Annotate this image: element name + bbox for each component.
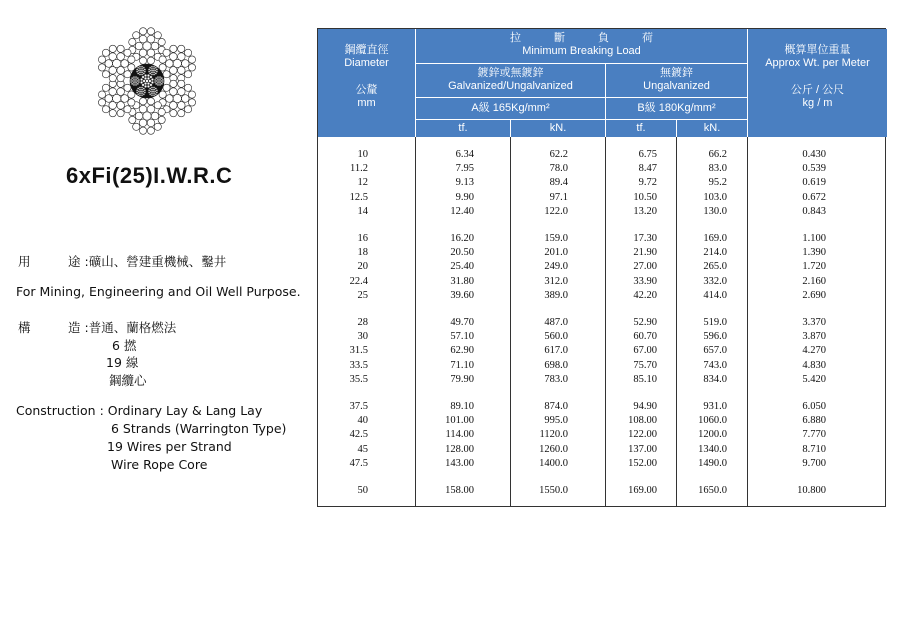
table-cell: 152.00 bbox=[628, 457, 657, 469]
table-cell: 71.10 bbox=[450, 359, 474, 371]
construction-en bbox=[16, 403, 262, 418]
header-a-tf: tf. bbox=[416, 120, 510, 137]
table-cell: 7.770 bbox=[802, 429, 826, 441]
table-cell: 159.0 bbox=[544, 233, 568, 244]
table-row bbox=[318, 233, 885, 246]
header-weight bbox=[748, 29, 887, 137]
construction-en-item: 19 Wires per Strand bbox=[107, 439, 232, 454]
table-cell: 1.100 bbox=[802, 233, 826, 244]
table-cell: 31.5 bbox=[349, 345, 368, 357]
table-row bbox=[318, 360, 885, 373]
table-cell: 6.75 bbox=[638, 149, 657, 160]
header-weight-unit: kg / m bbox=[802, 97, 833, 109]
table-row bbox=[318, 206, 885, 219]
table-row bbox=[318, 429, 885, 442]
table-cell: 8.47 bbox=[638, 163, 657, 175]
header-breaking-load-zh: 拉 斷 負 荷 bbox=[510, 32, 653, 44]
table-row bbox=[318, 444, 885, 457]
table-body bbox=[318, 137, 885, 506]
header-grade-a: A級 165Kg/mm² bbox=[416, 98, 605, 119]
table-cell: 743.0 bbox=[703, 359, 727, 371]
header-group-a-en: Galvanized/Ungalvanized bbox=[448, 80, 573, 92]
table-cell: 16.20 bbox=[450, 233, 474, 244]
table-cell: 25.40 bbox=[450, 261, 474, 273]
table-cell: 931.0 bbox=[703, 401, 727, 412]
table-row bbox=[318, 415, 885, 428]
header-diameter bbox=[318, 29, 415, 137]
table-cell: 11.2 bbox=[350, 163, 368, 175]
table-cell: 40 bbox=[357, 415, 368, 427]
table-row bbox=[318, 149, 885, 162]
table-cell: 67.00 bbox=[633, 345, 657, 357]
header-group-b bbox=[606, 64, 747, 97]
table-cell: 332.0 bbox=[703, 275, 727, 287]
header-diameter-unit: mm bbox=[357, 97, 376, 109]
header-breaking-load-en: Minimum Breaking Load bbox=[522, 45, 641, 57]
table-row bbox=[318, 331, 885, 344]
construction-en-label: Construction : bbox=[16, 403, 104, 418]
table-cell: 13.20 bbox=[633, 205, 657, 217]
header-a-kn: kN. bbox=[511, 120, 605, 137]
table-cell: 128.00 bbox=[445, 443, 474, 455]
product-title: 6xFi(25)I.W.R.C bbox=[66, 163, 233, 188]
table-row bbox=[318, 163, 885, 176]
table-cell: 596.0 bbox=[703, 331, 727, 343]
table-cell: 16 bbox=[357, 233, 368, 244]
table-cell: 0.430 bbox=[802, 149, 826, 160]
table-cell: 7.95 bbox=[455, 163, 474, 175]
usage-en: For Mining, Engineering and Oil Well Purpose. bbox=[16, 284, 301, 299]
table-cell: 78.0 bbox=[549, 163, 568, 175]
header-weight-en: Approx Wt. per Meter bbox=[765, 57, 870, 69]
table-cell: 50 bbox=[357, 485, 368, 496]
table-cell: 85.10 bbox=[633, 373, 657, 385]
construction-zh bbox=[18, 318, 176, 336]
table-cell: 30 bbox=[357, 331, 368, 343]
table-cell: 42.5 bbox=[349, 429, 368, 441]
header-group-b-en: Ungalvanized bbox=[643, 80, 710, 92]
table-cell: 101.00 bbox=[445, 415, 474, 427]
table-cell: 1.390 bbox=[802, 247, 826, 259]
table-row bbox=[318, 317, 885, 330]
table-cell: 5.420 bbox=[802, 373, 826, 385]
table-row bbox=[318, 345, 885, 358]
construction-en-item: 6 Strands (Warrington Type) bbox=[111, 421, 287, 436]
table-cell: 108.00 bbox=[628, 415, 657, 427]
construction-zh-label: 構 造 : bbox=[18, 320, 89, 335]
table-cell: 169.00 bbox=[628, 485, 657, 496]
table-cell: 1260.0 bbox=[539, 443, 568, 455]
table-cell: 62.2 bbox=[549, 149, 568, 160]
table-cell: 265.0 bbox=[703, 261, 727, 273]
table-cell: 201.0 bbox=[544, 247, 568, 259]
table-row bbox=[318, 276, 885, 289]
construction-zh-item: 普通、蘭格燃法 bbox=[88, 320, 177, 335]
table-cell: 37.5 bbox=[349, 401, 368, 412]
table-cell: 33.5 bbox=[349, 359, 368, 371]
table-cell: 519.0 bbox=[703, 317, 727, 328]
table-cell: 35.5 bbox=[349, 373, 368, 385]
table-row bbox=[318, 485, 885, 498]
table-cell: 79.90 bbox=[450, 373, 474, 385]
table-cell: 22.4 bbox=[349, 275, 368, 287]
table-cell: 4.830 bbox=[802, 359, 826, 371]
table-cell: 414.0 bbox=[703, 289, 727, 301]
table-cell: 617.0 bbox=[544, 345, 568, 357]
table-cell: 83.0 bbox=[708, 163, 727, 175]
table-cell: 1400.0 bbox=[539, 457, 568, 469]
table-cell: 103.0 bbox=[703, 191, 727, 203]
table-cell: 158.00 bbox=[445, 485, 474, 496]
header-grade-b: B級 180Kg/mm² bbox=[606, 98, 747, 119]
header-group-a bbox=[416, 64, 605, 97]
usage-zh bbox=[18, 252, 226, 270]
table-cell: 28 bbox=[357, 317, 368, 328]
table-cell: 1490.0 bbox=[698, 457, 727, 469]
table-cell: 1.720 bbox=[802, 261, 826, 273]
table-cell: 1120.0 bbox=[539, 429, 568, 441]
table-cell: 9.13 bbox=[455, 177, 474, 189]
table-cell: 1060.0 bbox=[698, 415, 727, 427]
table-cell: 20.50 bbox=[450, 247, 474, 259]
table-cell: 21.90 bbox=[633, 247, 657, 259]
table-cell: 6.880 bbox=[802, 415, 826, 427]
table-cell: 27.00 bbox=[633, 261, 657, 273]
table-cell: 783.0 bbox=[544, 373, 568, 385]
table-cell: 874.0 bbox=[544, 401, 568, 412]
table-cell: 698.0 bbox=[544, 359, 568, 371]
table-cell: 1200.0 bbox=[698, 429, 727, 441]
table-cell: 657.0 bbox=[703, 345, 727, 357]
header-breaking-load bbox=[416, 29, 747, 63]
table-row bbox=[318, 247, 885, 260]
table-cell: 249.0 bbox=[544, 261, 568, 273]
table-row bbox=[318, 192, 885, 205]
header-diameter-en: Diameter bbox=[344, 57, 389, 69]
table-cell: 10 bbox=[357, 149, 368, 160]
table-cell: 33.90 bbox=[633, 275, 657, 287]
table-cell: 834.0 bbox=[703, 373, 727, 385]
table-cell: 0.619 bbox=[802, 177, 826, 189]
header-b-kn: kN. bbox=[677, 120, 747, 137]
table-cell: 89.4 bbox=[549, 177, 568, 189]
usage-zh-value: 礦山、營建重機械、鑿井 bbox=[88, 254, 227, 269]
construction-zh-item: 19 線 bbox=[106, 355, 139, 370]
table-cell: 1550.0 bbox=[539, 485, 568, 496]
usage-zh-label: 用 途 : bbox=[18, 254, 89, 269]
construction-en-item: Ordinary Lay & Lang Lay bbox=[107, 403, 263, 418]
table-cell: 1650.0 bbox=[698, 485, 727, 496]
table-cell: 31.80 bbox=[450, 275, 474, 287]
table-cell: 62.90 bbox=[450, 345, 474, 357]
table-cell: 3.370 bbox=[802, 317, 826, 328]
table-cell: 52.90 bbox=[633, 317, 657, 328]
table-cell: 12.5 bbox=[349, 191, 368, 203]
table-cell: 10.800 bbox=[797, 485, 826, 496]
wire-rope-cross-section-icon bbox=[92, 26, 202, 136]
table-cell: 95.2 bbox=[708, 177, 727, 189]
table-cell: 10.50 bbox=[633, 191, 657, 203]
construction-zh-item: 鋼纜心 bbox=[109, 373, 147, 388]
table-cell: 122.00 bbox=[628, 429, 657, 441]
header-diameter-zh: 鋼纜直徑 bbox=[344, 44, 389, 56]
construction-en-item: Wire Rope Core bbox=[111, 457, 208, 472]
table-cell: 1340.0 bbox=[698, 443, 727, 455]
table-cell: 169.0 bbox=[703, 233, 727, 244]
table-cell: 39.60 bbox=[450, 289, 474, 301]
table-cell: 389.0 bbox=[544, 289, 568, 301]
table-cell: 4.270 bbox=[802, 345, 826, 357]
table-row bbox=[318, 177, 885, 190]
table-cell: 75.70 bbox=[633, 359, 657, 371]
table-row bbox=[318, 261, 885, 274]
table-cell: 17.30 bbox=[633, 233, 657, 244]
table-cell: 9.700 bbox=[802, 457, 826, 469]
header-diameter-unit-zh: 公釐 bbox=[355, 84, 378, 96]
header-weight-zh: 概算單位重量 bbox=[784, 44, 851, 56]
table-cell: 9.72 bbox=[638, 177, 657, 189]
table-cell: 122.0 bbox=[544, 205, 568, 217]
table-cell: 25 bbox=[357, 289, 368, 301]
table-row bbox=[318, 290, 885, 303]
table-cell: 137.00 bbox=[628, 443, 657, 455]
table-cell: 214.0 bbox=[703, 247, 727, 259]
table-cell: 8.710 bbox=[802, 443, 826, 455]
table-cell: 9.90 bbox=[455, 191, 474, 203]
table-cell: 89.10 bbox=[450, 401, 474, 412]
table-cell: 12 bbox=[357, 177, 368, 189]
table-cell: 2.690 bbox=[802, 289, 826, 301]
table-cell: 18 bbox=[357, 247, 368, 259]
table-cell: 20 bbox=[357, 261, 368, 273]
table-cell: 312.0 bbox=[544, 275, 568, 287]
table-cell: 0.539 bbox=[802, 163, 826, 175]
table-cell: 143.00 bbox=[445, 457, 474, 469]
table-cell: 12.40 bbox=[450, 205, 474, 217]
table-cell: 47.5 bbox=[349, 457, 368, 469]
table-row bbox=[318, 458, 885, 471]
table-cell: 66.2 bbox=[708, 149, 727, 160]
table-cell: 130.0 bbox=[703, 205, 727, 217]
header-group-b-zh: 無鍍鋅 bbox=[660, 67, 693, 79]
table-cell: 2.160 bbox=[802, 275, 826, 287]
table-cell: 6.050 bbox=[802, 401, 826, 412]
table-row bbox=[318, 401, 885, 414]
table-cell: 0.672 bbox=[802, 191, 826, 203]
table-cell: 45 bbox=[357, 443, 368, 455]
table-cell: 487.0 bbox=[544, 317, 568, 328]
table-cell: 42.20 bbox=[633, 289, 657, 301]
table-cell: 94.90 bbox=[633, 401, 657, 412]
header-b-tf: tf. bbox=[606, 120, 676, 137]
construction-zh-item: 6 撚 bbox=[112, 338, 137, 353]
table-row bbox=[318, 374, 885, 387]
table-cell: 14 bbox=[357, 205, 368, 217]
table-cell: 995.0 bbox=[544, 415, 568, 427]
table-cell: 3.870 bbox=[802, 331, 826, 343]
table-cell: 57.10 bbox=[450, 331, 474, 343]
table-cell: 0.843 bbox=[802, 205, 826, 217]
table-cell: 560.0 bbox=[544, 331, 568, 343]
table-cell: 49.70 bbox=[450, 317, 474, 328]
table-cell: 97.1 bbox=[549, 191, 568, 203]
table-cell: 114.00 bbox=[445, 429, 474, 441]
header-weight-unit-zh: 公斤 / 公尺 bbox=[790, 84, 845, 96]
breaking-load-table bbox=[317, 28, 886, 507]
header-group-a-zh: 鍍鋅或無鍍鋅 bbox=[477, 67, 544, 79]
table-cell: 6.34 bbox=[455, 149, 474, 160]
table-cell: 60.70 bbox=[633, 331, 657, 343]
